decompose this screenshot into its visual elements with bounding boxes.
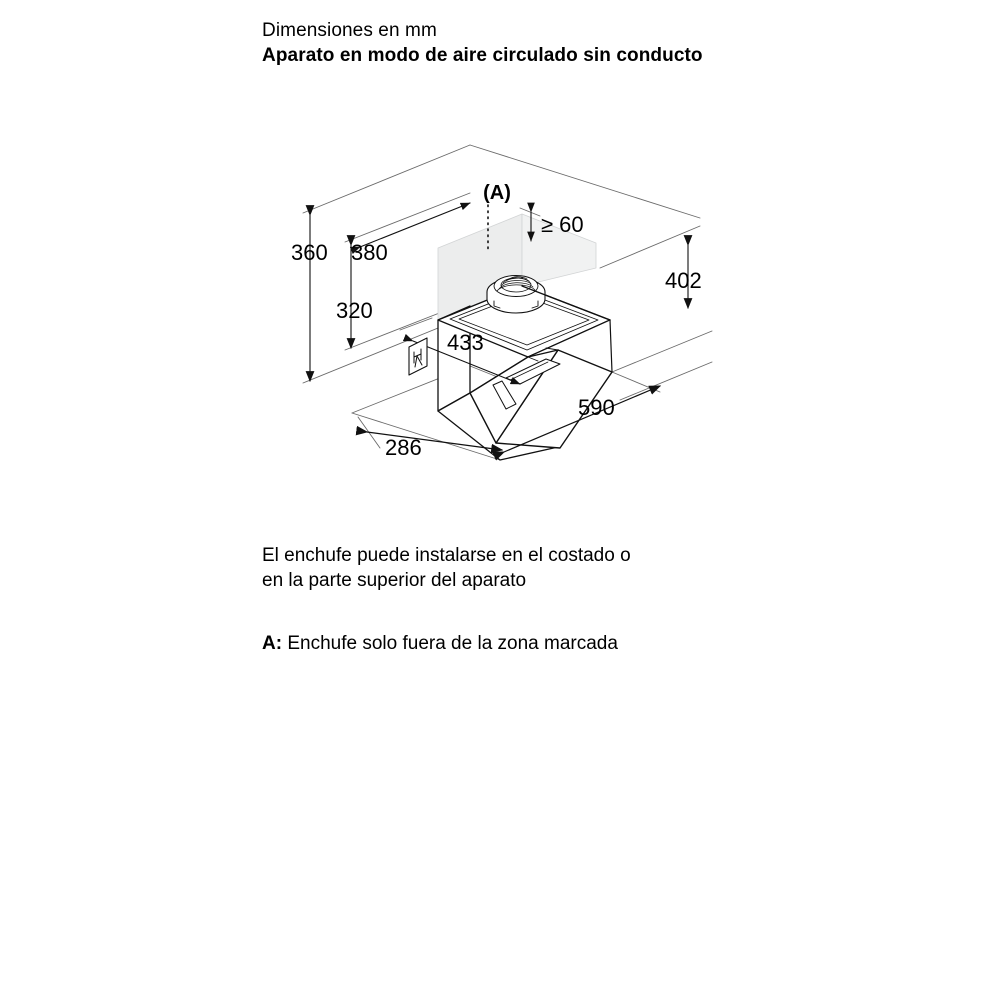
- page-title: Aparato en modo de aire circulado sin conducto: [262, 45, 703, 66]
- dimension-label-286: 286: [385, 435, 422, 460]
- legend-text: Enchufe solo fuera de la zona marcada: [287, 633, 618, 654]
- dimension-label-402: 402: [665, 268, 702, 293]
- legend-a: [262, 631, 732, 656]
- dimension-label-380: 380: [351, 240, 388, 265]
- legend-key: A:: [262, 633, 283, 654]
- socket-note: [262, 543, 732, 593]
- dimension-label-433: 433: [447, 330, 484, 355]
- socket-note-line-2: en la parte superior del aparato: [262, 570, 527, 591]
- units-note: Dimensiones en mm: [262, 20, 437, 41]
- power-socket-icon: [409, 338, 427, 375]
- dimension-label-590: 590: [578, 395, 615, 420]
- dimension-label-360: 360: [291, 240, 328, 265]
- dimension-label-320: 320: [336, 298, 373, 323]
- dimension-label-60: ≥ 60: [541, 212, 584, 237]
- socket-note-line-1: El enchufe puede instalarse en el costado o: [262, 545, 631, 566]
- callout-a-label: (A): [483, 182, 511, 204]
